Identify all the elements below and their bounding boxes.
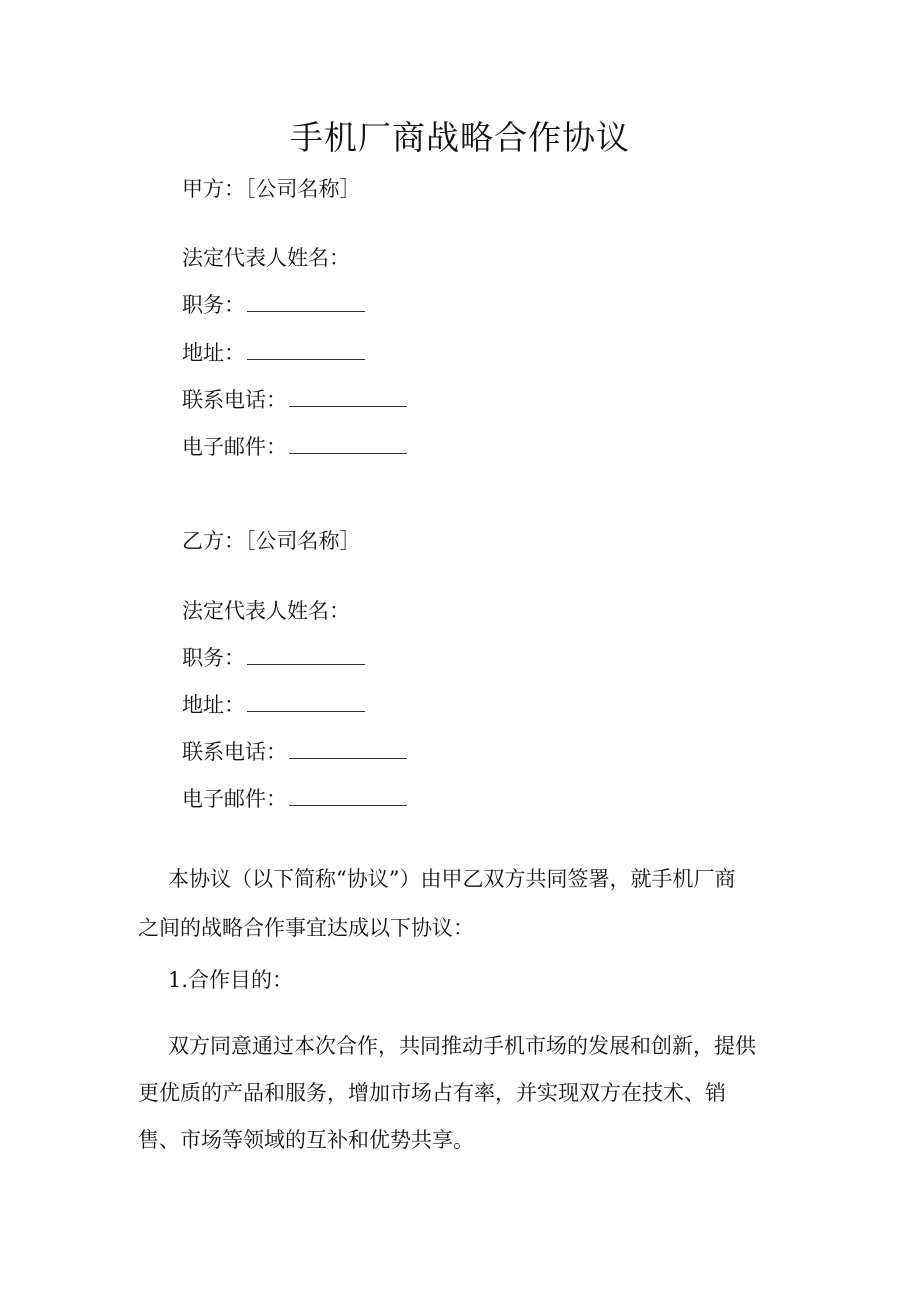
document-title: 手机厂商战略合作协议 [290, 118, 630, 157]
party-a-address-label: 地址： [182, 341, 245, 365]
party-b-address-label: 地址： [182, 693, 245, 717]
party-b-heading: 乙方：［公司名称］ [182, 529, 361, 553]
section-1-line-1: 双方同意通过本次合作，共同推动手机市场的发展和创新，提供 [168, 1034, 756, 1058]
party-a-email [182, 432, 407, 462]
section-1-line-2: 更优质的产品和服务，增加市场占有率，并实现双方在技术、销 [138, 1081, 726, 1105]
party-a-heading: 甲方：［公司名称］ [182, 177, 361, 201]
party-a-phone-blank [289, 405, 407, 407]
party-b-phone-label: 联系电话： [182, 740, 287, 764]
party-b-legal-rep [182, 596, 350, 626]
party-b-address [182, 690, 365, 720]
party-a-position [182, 290, 365, 320]
section-1-heading: 1.合作目的： [168, 968, 294, 992]
party-b-email-label: 电子邮件： [182, 787, 287, 811]
party-a-legal-rep-label: 法定代表人姓名： [182, 246, 350, 270]
party-a-phone-label: 联系电话： [182, 388, 287, 412]
party-b-phone [182, 737, 407, 767]
party-b-address-blank [247, 710, 365, 712]
intro-line-1: 本协议（以下简称“协议”）由甲乙双方共同签署，就手机厂商 [168, 867, 736, 891]
party-a-email-blank [289, 452, 407, 454]
party-a-email-label: 电子邮件： [182, 435, 287, 459]
party-a-position-label: 职务： [182, 293, 245, 317]
party-b-legal-rep-label: 法定代表人姓名： [182, 599, 350, 623]
party-b-email-blank [289, 804, 407, 806]
section-1-line-3: 售、市场等领域的互补和优势共享。 [138, 1128, 474, 1152]
party-b-phone-blank [289, 757, 407, 759]
party-a-address-blank [247, 358, 365, 360]
party-a-address [182, 338, 365, 368]
party-a-legal-rep [182, 243, 350, 273]
party-a-position-blank [247, 310, 365, 312]
intro-line-2: 之间的战略合作事宜达成以下协议： [138, 916, 474, 940]
party-b-position-label: 职务： [182, 646, 245, 670]
party-b-position-blank [247, 663, 365, 665]
party-a-phone [182, 385, 407, 415]
party-b-email [182, 784, 407, 814]
party-b-position [182, 643, 365, 673]
